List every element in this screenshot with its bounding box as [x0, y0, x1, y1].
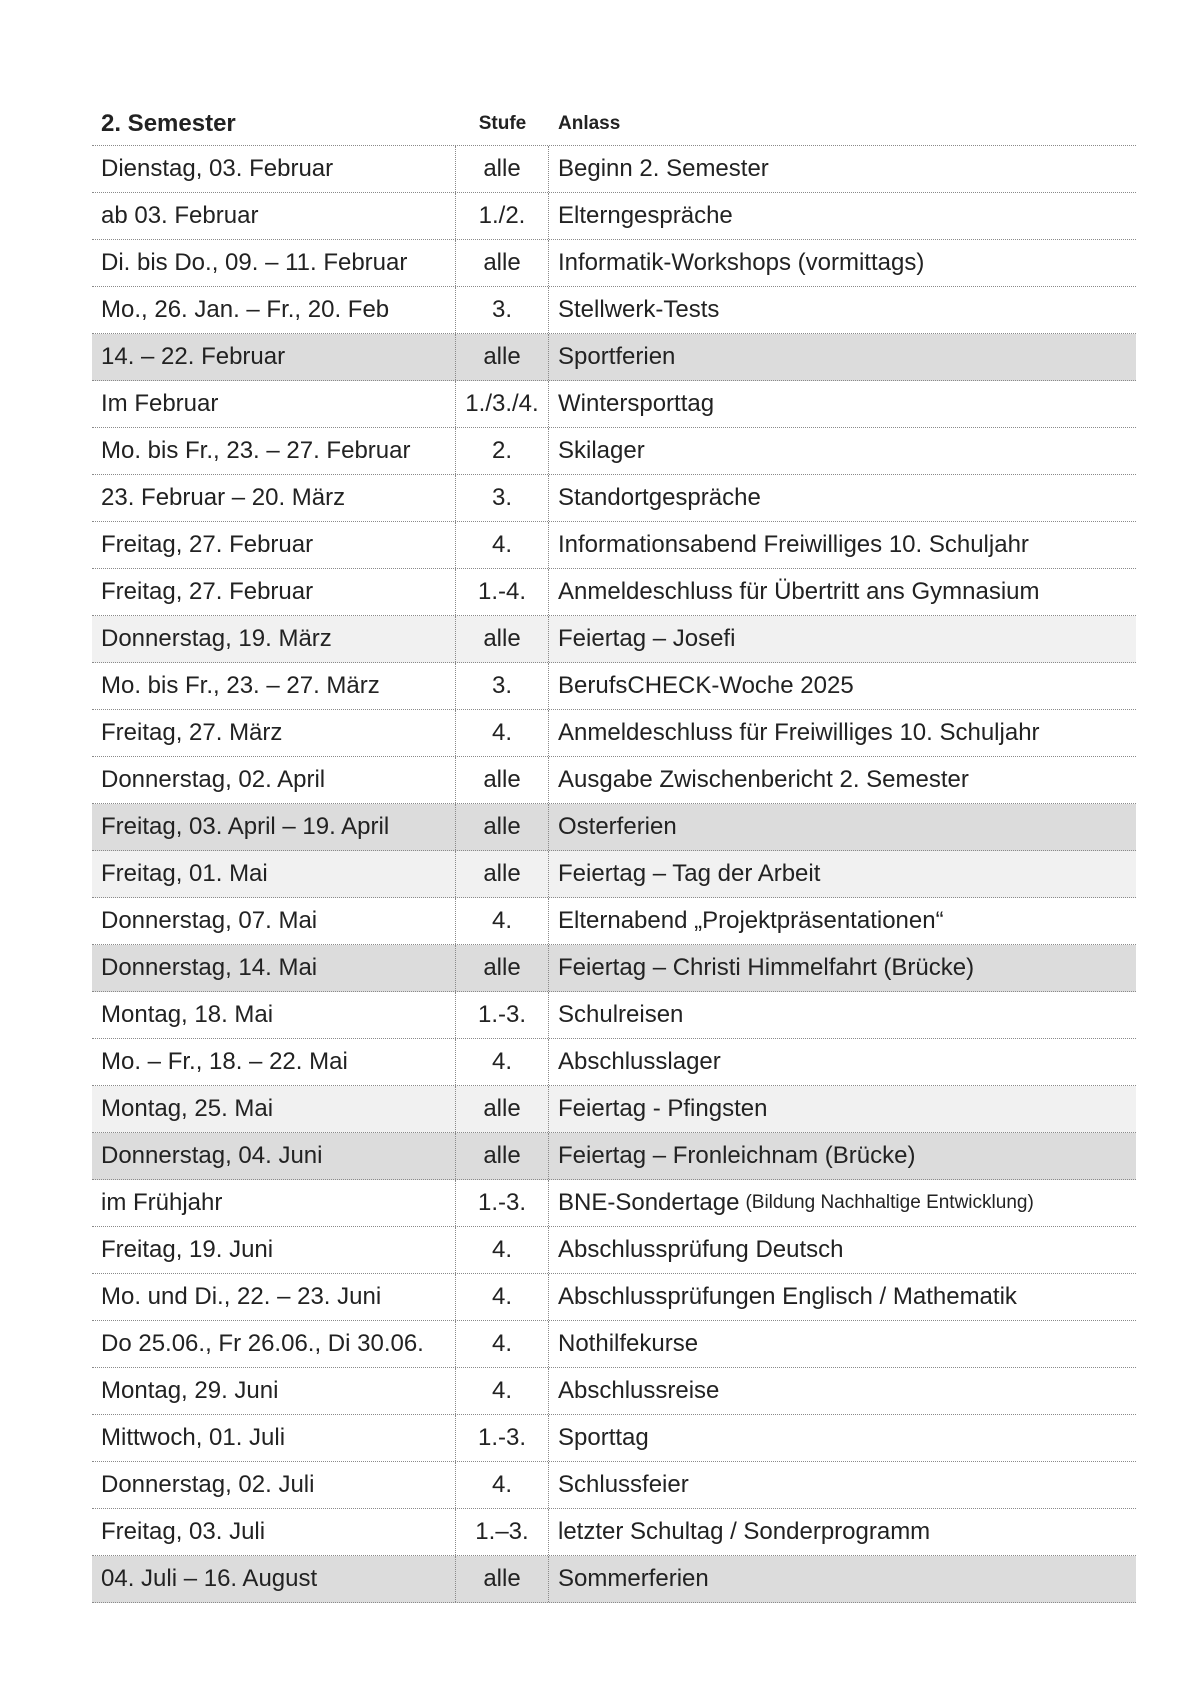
date-cell: Mo. bis Fr., 23. – 27. Februar [92, 428, 456, 474]
date-cell: Donnerstag, 02. Juli [92, 1462, 456, 1508]
anlass-text: Sporttag [558, 1424, 649, 1451]
anlass-text: Standortgespräche [558, 484, 761, 511]
anlass-cell [549, 898, 1136, 944]
date-cell: Freitag, 03. Juli [92, 1509, 456, 1555]
table-row [92, 1321, 1136, 1368]
date-cell: ab 03. Februar [92, 193, 456, 239]
stufe-cell: 1.–3. [456, 1509, 549, 1555]
stufe-cell: 4. [456, 1039, 549, 1085]
date-cell: Freitag, 19. Juni [92, 1227, 456, 1273]
stufe-cell: 1./2. [456, 193, 549, 239]
date-cell: Do 25.06., Fr 26.06., Di 30.06. [92, 1321, 456, 1367]
anlass-text: Abschlussprüfung Deutsch [558, 1236, 844, 1263]
anlass-cell [549, 569, 1136, 615]
anlass-cell [549, 1415, 1136, 1461]
anlass-cell [549, 710, 1136, 756]
stufe-cell: 4. [456, 1321, 549, 1367]
table-row [92, 851, 1136, 898]
date-cell: Donnerstag, 19. März [92, 616, 456, 662]
anlass-note: (Bildung Nachhaltige Entwicklung) [745, 1192, 1034, 1213]
stufe-cell: 1.-3. [456, 1415, 549, 1461]
stufe-cell: 1.-3. [456, 992, 549, 1038]
anlass-cell [549, 381, 1136, 427]
table-row [92, 1556, 1136, 1603]
table-row [92, 240, 1136, 287]
date-cell: Mo. bis Fr., 23. – 27. März [92, 663, 456, 709]
table-row [92, 334, 1136, 381]
anlass-text: Abschlussreise [558, 1377, 720, 1404]
table-row [92, 992, 1136, 1039]
date-cell: Mo., 26. Jan. – Fr., 20. Feb [92, 287, 456, 333]
anlass-cell [549, 334, 1136, 380]
anlass-cell [549, 1509, 1136, 1555]
date-cell: Mittwoch, 01. Juli [92, 1415, 456, 1461]
date-cell: Donnerstag, 04. Juni [92, 1133, 456, 1179]
date-cell: Montag, 29. Juni [92, 1368, 456, 1414]
table-row [92, 1039, 1136, 1086]
table-header [92, 103, 1136, 146]
table-row [92, 898, 1136, 945]
stufe-cell: 2. [456, 428, 549, 474]
anlass-cell [549, 1180, 1136, 1226]
anlass-cell [549, 1039, 1136, 1085]
stufe-cell: 4. [456, 1462, 549, 1508]
anlass-text: Skilager [558, 437, 645, 464]
date-cell: Donnerstag, 02. April [92, 757, 456, 803]
anlass-text: Ausgabe Zwischenbericht 2. Semester [558, 766, 969, 793]
table-body [92, 146, 1136, 1603]
stufe-cell: 4. [456, 710, 549, 756]
stufe-cell: alle [456, 804, 549, 850]
date-cell: Mo. und Di., 22. – 23. Juni [92, 1274, 456, 1320]
anlass-text: Abschlusslager [558, 1048, 721, 1075]
date-cell: Montag, 25. Mai [92, 1086, 456, 1132]
table-row [92, 1086, 1136, 1133]
anlass-text: Informatik-Workshops (vormittags) [558, 249, 925, 276]
anlass-text: Sommerferien [558, 1565, 709, 1592]
table-row [92, 522, 1136, 569]
date-cell: Im Februar [92, 381, 456, 427]
table-row [92, 804, 1136, 851]
anlass-cell [549, 1227, 1136, 1273]
anlass-cell [549, 522, 1136, 568]
anlass-column-header: Anlass [558, 113, 621, 134]
anlass-cell [549, 851, 1136, 897]
anlass-cell [549, 1462, 1136, 1508]
stufe-cell: alle [456, 616, 549, 662]
date-cell: Freitag, 01. Mai [92, 851, 456, 897]
anlass-cell [549, 804, 1136, 850]
date-cell: Donnerstag, 07. Mai [92, 898, 456, 944]
stufe-cell: 4. [456, 522, 549, 568]
stufe-cell: alle [456, 851, 549, 897]
anlass-text: Feiertag – Tag der Arbeit [558, 860, 821, 887]
anlass-cell [549, 475, 1136, 521]
anlass-cell [549, 1368, 1136, 1414]
anlass-text: BerufsCHECK-Woche 2025 [558, 672, 854, 699]
stufe-cell: alle [456, 1556, 549, 1602]
stufe-cell: alle [456, 334, 549, 380]
anlass-text: Schlussfeier [558, 1471, 689, 1498]
table-row [92, 616, 1136, 663]
stufe-cell: alle [456, 240, 549, 286]
table-row [92, 569, 1136, 616]
table-row [92, 1133, 1136, 1180]
date-cell: im Frühjahr [92, 1180, 456, 1226]
anlass-text: letzter Schultag / Sonderprogramm [558, 1518, 931, 1545]
anlass-cell [549, 146, 1136, 192]
anlass-cell [549, 1274, 1136, 1320]
date-cell: Di. bis Do., 09. – 11. Februar [92, 240, 456, 286]
anlass-text: Feiertag – Josefi [558, 625, 736, 652]
stufe-cell: alle [456, 1086, 549, 1132]
table-row [92, 757, 1136, 804]
anlass-text: Abschlussprüfungen Englisch / Mathematik [558, 1283, 1017, 1310]
anlass-cell [549, 1321, 1136, 1367]
anlass-text: Informationsabend Freiwilliges 10. Schuljahr [558, 531, 1029, 558]
table-row [92, 1227, 1136, 1274]
anlass-cell [549, 1086, 1136, 1132]
table-row [92, 1462, 1136, 1509]
anlass-text: Anmeldeschluss für Freiwilliges 10. Schuljahr [558, 719, 1040, 746]
anlass-cell [549, 757, 1136, 803]
stufe-cell: 3. [456, 287, 549, 333]
date-cell: Freitag, 03. April – 19. April [92, 804, 456, 850]
table-row [92, 146, 1136, 193]
stufe-cell: alle [456, 757, 549, 803]
anlass-cell [549, 663, 1136, 709]
table-row [92, 1274, 1136, 1321]
anlass-text: Sportferien [558, 343, 676, 370]
date-cell: Freitag, 27. Februar [92, 522, 456, 568]
table-row [92, 381, 1136, 428]
anlass-text: Schulreisen [558, 1001, 684, 1028]
table-row [92, 193, 1136, 240]
table-row [92, 1180, 1136, 1227]
anlass-text: Stellwerk-Tests [558, 296, 720, 323]
date-cell: Montag, 18. Mai [92, 992, 456, 1038]
stufe-cell: 1.-4. [456, 569, 549, 615]
anlass-cell [549, 240, 1136, 286]
table-row [92, 1368, 1136, 1415]
anlass-text: Nothilfekurse [558, 1330, 699, 1357]
stufe-cell: 1.-3. [456, 1180, 549, 1226]
anlass-cell [549, 1133, 1136, 1179]
anlass-text: Feiertag – Fronleichnam (Brücke) [558, 1142, 916, 1169]
anlass-cell [549, 287, 1136, 333]
date-cell: 14. – 22. Februar [92, 334, 456, 380]
anlass-text: Anmeldeschluss für Übertritt ans Gymnasium [558, 578, 1040, 605]
date-cell: 04. Juli – 16. August [92, 1556, 456, 1602]
table-row [92, 710, 1136, 757]
table-row [92, 663, 1136, 710]
anlass-text: Elterngespräche [558, 202, 733, 229]
table-row [92, 1415, 1136, 1462]
table-row [92, 1509, 1136, 1556]
anlass-cell [549, 945, 1136, 991]
anlass-text: BNE-Sondertage [558, 1189, 740, 1216]
date-cell: Mo. – Fr., 18. – 22. Mai [92, 1039, 456, 1085]
stufe-cell: alle [456, 945, 549, 991]
date-cell: Freitag, 27. März [92, 710, 456, 756]
date-cell: Donnerstag, 14. Mai [92, 945, 456, 991]
anlass-cell [549, 616, 1136, 662]
stufe-column-header: Stufe [478, 113, 527, 134]
table-row [92, 428, 1136, 475]
stufe-cell: 3. [456, 663, 549, 709]
stufe-cell: 4. [456, 1227, 549, 1273]
anlass-text: Elternabend „Projektpräsentationen“ [558, 907, 944, 934]
date-cell: Dienstag, 03. Februar [92, 146, 456, 192]
anlass-cell [549, 992, 1136, 1038]
stufe-cell: alle [456, 146, 549, 192]
semester-title: 2. Semester [101, 110, 236, 137]
anlass-text: Feiertag – Christi Himmelfahrt (Brücke) [558, 954, 975, 981]
date-cell: Freitag, 27. Februar [92, 569, 456, 615]
table-row [92, 287, 1136, 334]
anlass-cell [549, 1556, 1136, 1602]
stufe-cell: 4. [456, 1274, 549, 1320]
stufe-cell: 1./3./4. [456, 381, 549, 427]
anlass-cell [549, 193, 1136, 239]
table-row [92, 945, 1136, 992]
date-cell: 23. Februar – 20. März [92, 475, 456, 521]
stufe-cell: alle [456, 1133, 549, 1179]
stufe-cell: 4. [456, 898, 549, 944]
table-row [92, 475, 1136, 522]
anlass-text: Feiertag - Pfingsten [558, 1095, 768, 1122]
stufe-cell: 3. [456, 475, 549, 521]
anlass-text: Beginn 2. Semester [558, 155, 769, 182]
semester-schedule-table [92, 103, 1136, 1603]
stufe-cell: 4. [456, 1368, 549, 1414]
anlass-text: Osterferien [558, 813, 677, 840]
anlass-cell [549, 428, 1136, 474]
anlass-text: Wintersporttag [558, 390, 715, 417]
